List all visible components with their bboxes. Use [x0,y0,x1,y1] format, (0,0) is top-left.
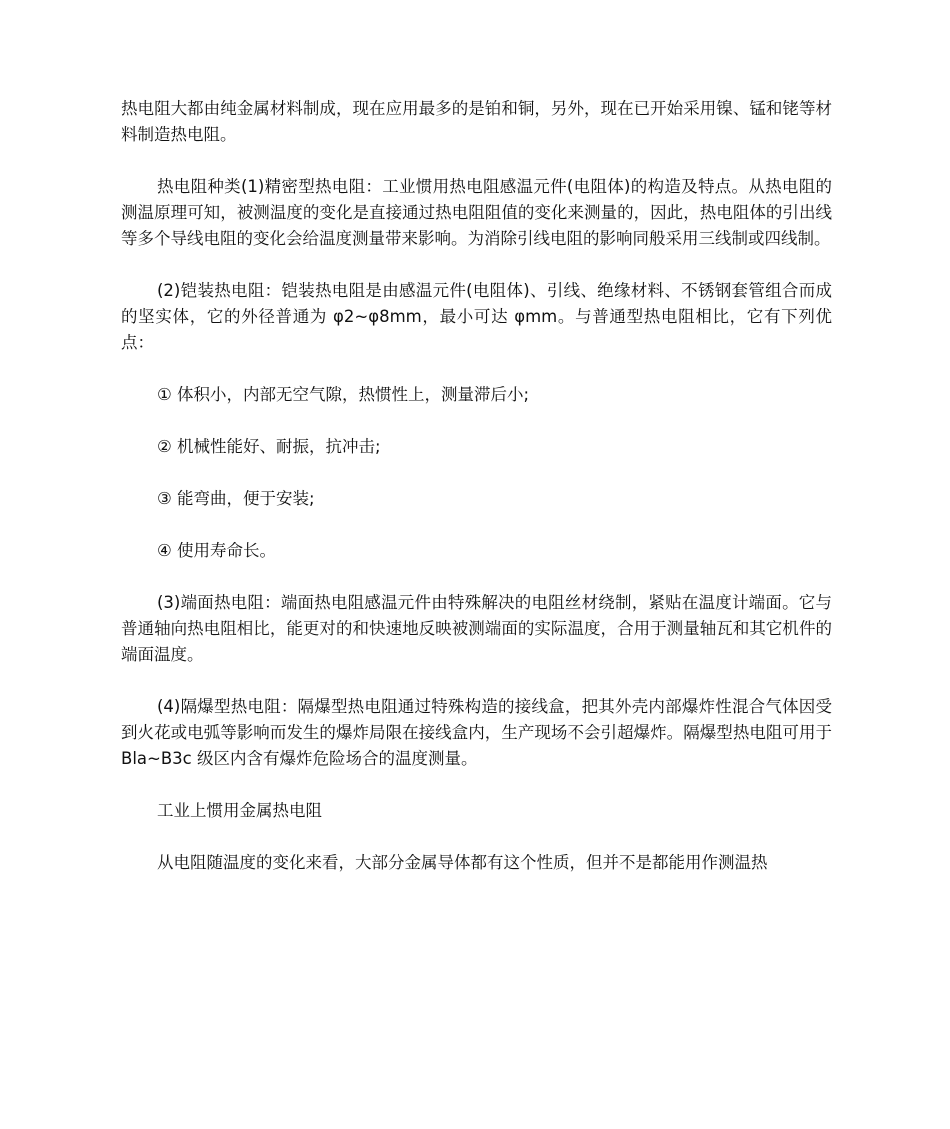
paragraph-end-face-type: (3)端面热电阻：端面热电阻感温元件由特殊解决的电阻丝材绕制，紧贴在温度计端面。它与普通轴向热电阻相比，能更对的和快速地反映被测端面的实际温度，合用于测量轴瓦和其它机件的端面温度。 [121,593,832,664]
paragraph-intro: 热电阻大都由纯金属材料制成，现在应用最多的是铂和铜，另外，现在已开始采用镍、锰和铑等材料制造热电阻。 [121,99,832,144]
list-item-advantage-1: ① 体积小，内部无空气隙，热惯性上，测量滞后小; [157,385,530,404]
paragraph-precision-type: 热电阻种类(1)精密型热电阻：工业惯用热电阻感温元件(电阻体)的构造及特点。从热电阻的测温原理可知，被测温度的变化是直接通过热电阻阻值的变化来测量的，因此，热电阻体的引出线等多个导线电阻的变化会给温度测量带来影响。为消除引线电阻的影响同般采用三线制或四线制。 [121,177,832,248]
paragraph-explosion-proof-type: (4)隔爆型热电阻：隔爆型热电阻通过特殊构造的接线盒，把其外壳内部爆炸性混合气体因受到火花或电弧等影响而发生的爆炸局限在接线盒内，生产现场不会引超爆炸。隔爆型热电阻可用于 Bla~B3c 级区内含有爆炸危险场合的温度测量。 [121,697,832,768]
section-heading: 工业上惯用金属热电阻 [157,801,322,820]
paragraph-armored-type: (2)铠装热电阻：铠装热电阻是由感温元件(电阻体)、引线、绝缘材料、不锈钢套管组合而成的坚实体，它的外径普通为 φ2~φ8mm，最小可达 φmm。与普通型热电阻相比，它有下列优点： [121,281,832,352]
list-item-advantage-4: ④ 使用寿命长。 [157,541,277,560]
list-item-advantage-2: ② 机械性能好、耐振，抗冲击; [157,437,381,456]
list-item-advantage-3: ③ 能弯曲，便于安装; [157,489,315,508]
paragraph-closing: 从电阻随温度的变化来看，大部分金属导体都有这个性质，但并不是都能用作测温热 [157,853,768,872]
